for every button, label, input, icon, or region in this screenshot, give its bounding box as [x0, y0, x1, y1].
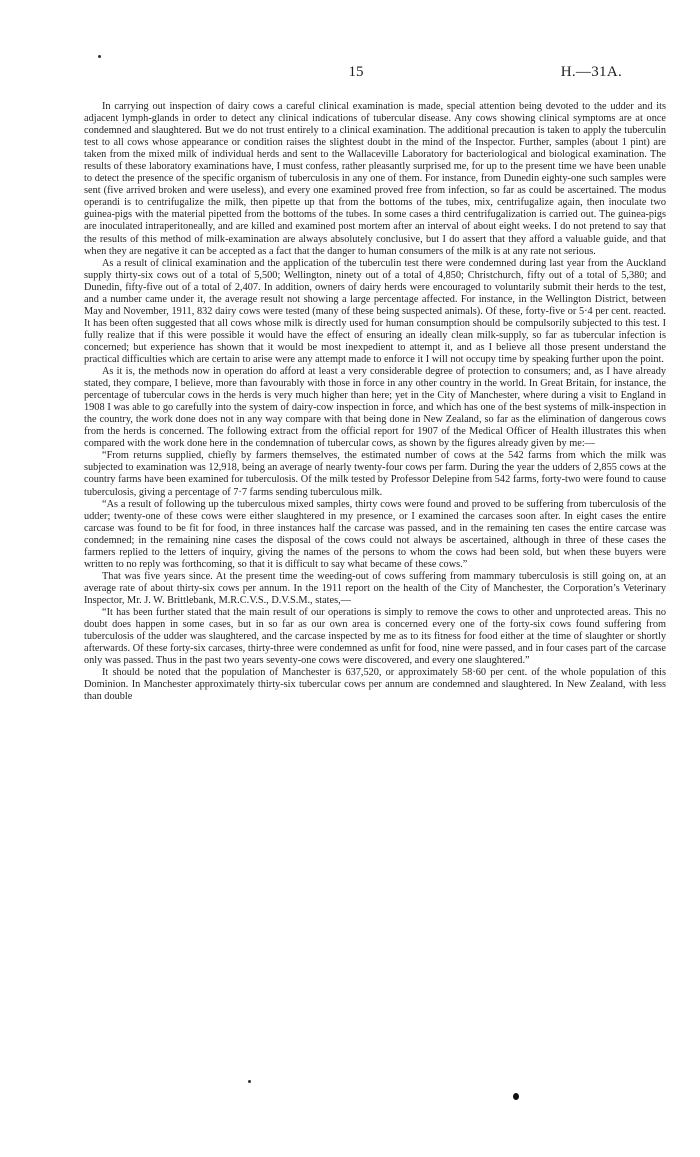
speck-mark [248, 1080, 251, 1083]
speck-mark [98, 55, 101, 58]
quote-further-stated: “It has been further stated that the main result of our operations is simply to remove the cows to other and unprotected areas. This no doubt does happen in some cases, but in so far as our own area is concerned every one of the forty-six cows found suffering from tuberculosis of the udder was slaughtered, and the carcase inspected by me as to its fitness for food either at the time of slaughter or shortly afterwards. Of these forty-six carcases, thirty-three were condemned as unfit for food, nine were passed, and in four cases part of the carcase only was passed. Thus in the past two years seventy-one cows were discovered, and every one slaughtered.” [84, 606, 666, 667]
paragraph-population: It should be noted that the population of Manchester is 637,520, or approximately 58·60 per cent. of the whole population of this Dominion. In Manchester approximately thirty-six tubercular cows per annum are condemned and slaughtered. In New Zealand, with less than double [84, 667, 666, 703]
quote-returns-supplied: “From returns supplied, chiefly by farmers themselves, the estimated number of cows at the 542 farms from which the milk was subjected to examination was 12,918, being an average of nearly twenty-four cows per farm. During the year the udders of 2,855 cows at the country farms have been examined for tuberculosis. Of the milk tested by Professor Delepine from 542 farms, forty-two were found to cause tuberculosis, giving a percentage of 7·7 farms sending tuberculous milk. [84, 450, 666, 498]
quote-tuberculous-samples: “As a result of following up the tuberculous mixed samples, thirty cows were found and proved to be suffering from tuberculosis of the udder; twenty-one of these cows were either slaughtered in my presence, or I examined the carcases soon after. In eight cases the entire carcase was found to be fit for food, in three instances half the carcase was passed, and in the remaining ten cases the entire carcase was condemned; in the remaining nine cases the disposal of the cows could not always be ascertained, although in three of these cases the farmers replied to the letters of inquiry, giving the names of the persons to whom the cows had been sold, but when these buyers were written to no reply was forthcoming, so that it is difficult to say what became of these cows.” [84, 498, 666, 570]
ink-blot-mark [513, 1093, 519, 1100]
body-text [84, 101, 666, 703]
page-header [0, 64, 700, 84]
paragraph-condemned-figures: As a result of clinical examination and the application of the tuberculin test there were condemned during last year from the Auckland supply thirty-six cows out of a total of 5,500; Wellington, ninety out of a total of 4,850; Christchurch, fifty out of a total of 5,380; and Dunedin, fifty-five out of a total of 2,407. In addition, owners of dairy herds were encouraged to voluntarily submit their herds to the test, and a number came under it, the average result not showing a large percentage affected. For instance, in the Wellington District, between May and November, 1911, 832 dairy cows were tested (many of these being suspected animals). Of these, forty-five or 5·4 per cent. reacted. It has been often suggested that all cows whose milk is directly used for human consumption should be compulsorily subjected to this test. I fully realize that if this were possible it would have the effect of ensuring an ideally clean milk-supply, so far as tubercular infection is concerned; but experience has shown that it would be most inexpedient to attempt it, and as I believe all those present understand the practical difficulties which are certain to arise were any attempt made to enforce it I will not occupy time by speaking further upon the point. [84, 257, 666, 365]
paragraph-five-years-since: That was five years since. At the present time the weeding-out of cows suffering from mammary tuberculosis is still going on, at an average rate of about thirty-six cows per annum. In the 1911 report on the health of the City of Manchester, the Corporation’s Veterinary Inspector, Mr. J. W. Brittlebank, M.R.C.V.S., D.V.S.M., states,— [84, 570, 666, 606]
page-number: 15 [348, 64, 364, 80]
paragraph-methods-comparison: As it is, the methods now in operation do afford at least a very considerable degree of protection to consumers; and, as I have already stated, they compare, I believe, more than favourably with those in force in any other country in the world. In Great Britain, for instance, the percentage of tubercular cows in the herds is very much higher than here; yet in the City of Manchester, where during a visit to England in 1908 I was able to go carefully into the system of dairy-cow inspection in force, and which has one of the best systems of milk-inspection in the country, the work done does not in any way compare with that being done in New Zealand, so far as the elimination of dangerous cows from the herds is concerned. The following extract from the official report for 1907 of the Medical Officer of Health illustrates this when compared with the work done here in the condemnation of tubercular cows, as shown by the figures already given by me:— [84, 366, 666, 450]
paragraph-inspection: In carrying out inspection of dairy cows a careful clinical examination is made, special attention being devoted to the udder and its adjacent lymph-glands in order to detect any clinical indications of tubercular disease. Any cows showing clinical symptoms are at once condemned and slaughtered. But we do not trust entirely to a clinical examination. The additional precaution is taken to apply the tuberculin test to all cows whose appearance or condition raises the slightest doubt in the mind of the Inspector. Further, samples (about 1 pint) are taken from the mixed milk of individual herds and sent to the Wallaceville Laboratory for bacteriological and biological examination. The results of these laboratory examinations have, I must confess, rather pleasantly surprised me, for up to the present time we have been unable to detect the presence of the specific organism of tuberculosis in any one of them. For instance, from Dunedin eighty-one such samples were sent (five arrived broken and were useless), and every one examined proved free from infection, so far as could be ascertained. The modus operandi is to centrifugalize the milk, then pipette up that from the bottoms of the tubes, mix, centrifugalize again, then inoculate two guinea-pigs with the material pipetted from the bottoms of the tubes. In some cases a third centrifugalization is carried out. The guinea-pigs are inoculated intraperitoneally, and are killed and examined post mortem after an interval of about eight weeks. I do not pretend to say that the results of this method of milk-examination are always absolutely conclusive, but I do assert that they afford a valuable guide, and that when they are negative it can be accepted as a fact that the danger to human consumers of the milk is at any rate not serious. [84, 101, 666, 257]
document-reference: H.—31A. [560, 64, 622, 80]
